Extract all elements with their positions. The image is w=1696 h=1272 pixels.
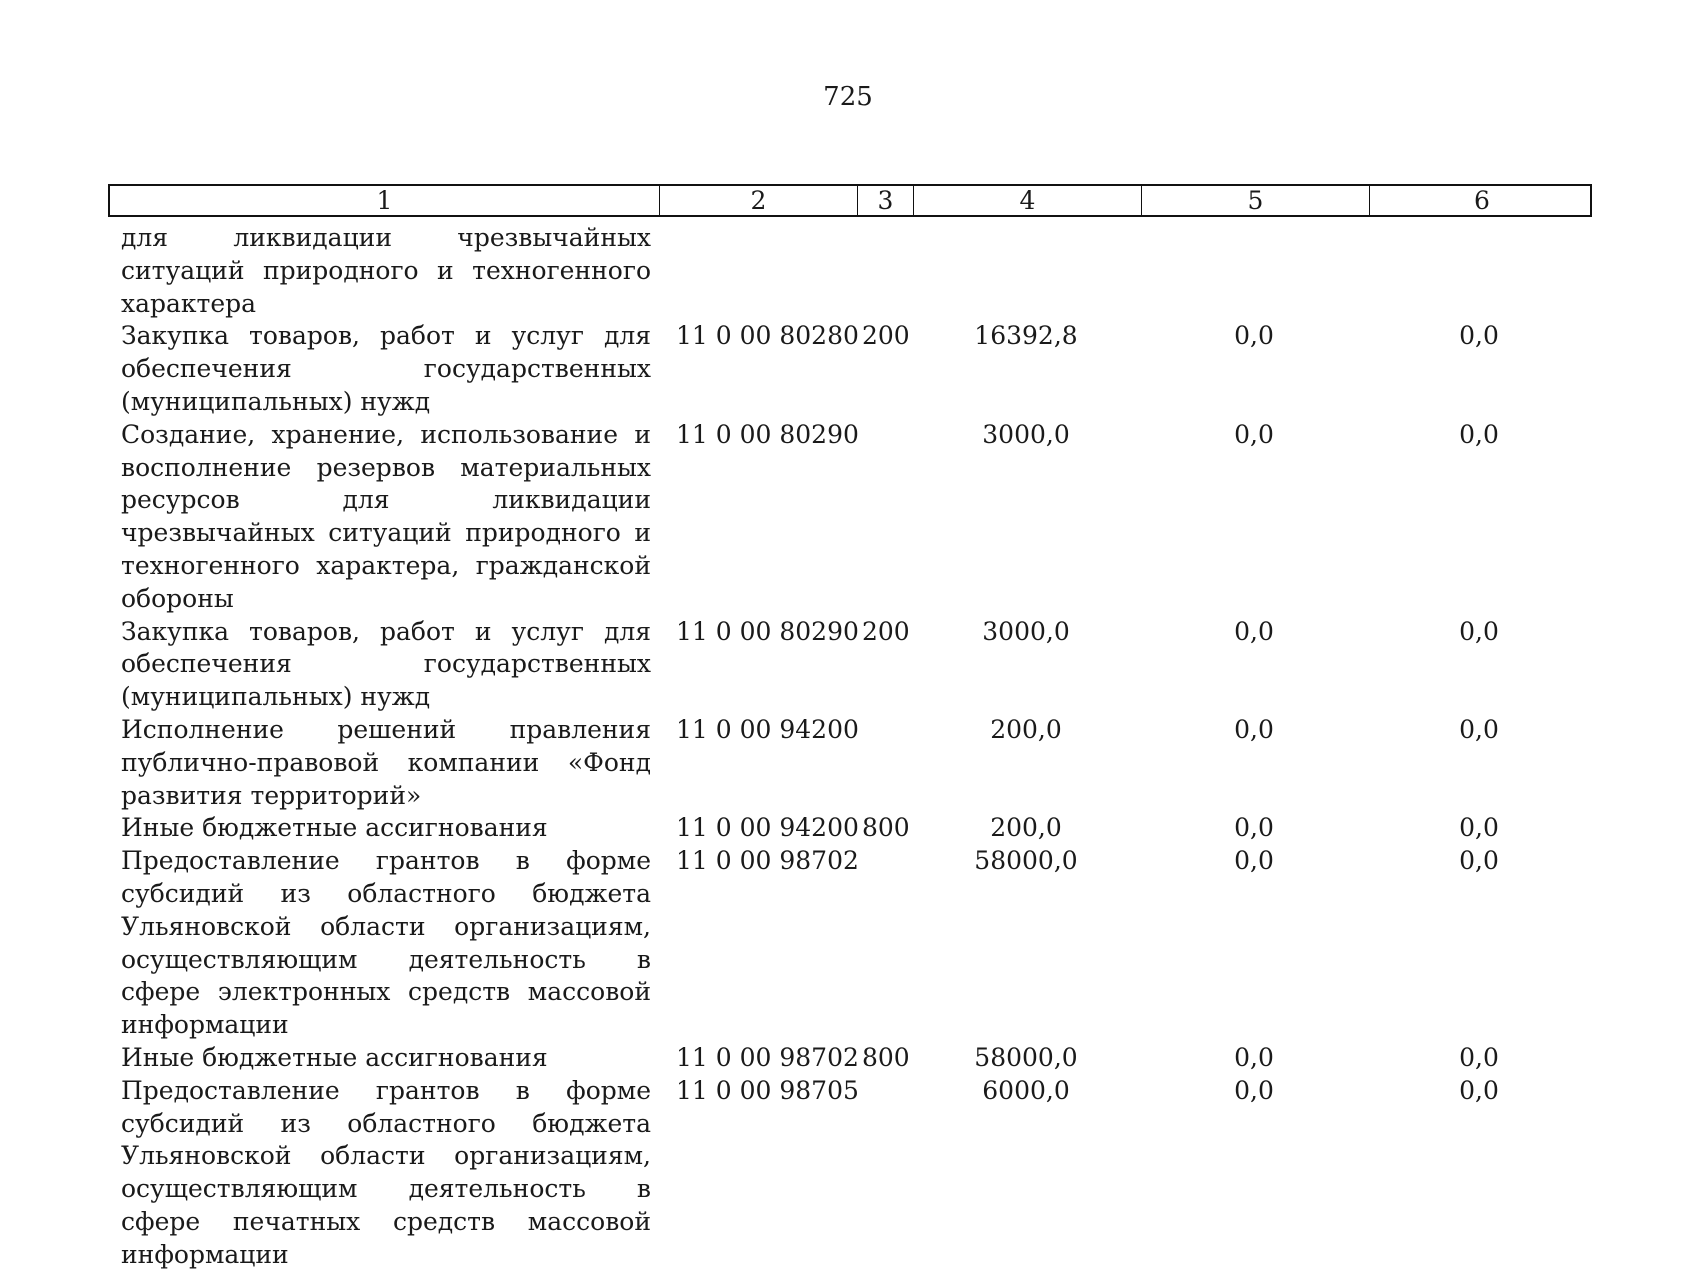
table-row [0, 812, 1696, 845]
row-value-4: 200,0 [990, 813, 1062, 843]
row-value-5: 0,0 [1234, 616, 1274, 646]
row-type: 800 [862, 1042, 910, 1072]
row-code: 11 0 00 98705 [676, 1075, 859, 1105]
header-col-3: 3 [858, 186, 914, 215]
table-row [0, 845, 1696, 1042]
row-type: 200 [862, 321, 910, 351]
table-header [108, 184, 1592, 217]
table-row [0, 714, 1696, 812]
row-value-4: 3000,0 [982, 616, 1070, 646]
row-value-4: 58000,0 [974, 1042, 1078, 1072]
row-value-6: 0,0 [1459, 714, 1499, 744]
table-row [0, 222, 1696, 320]
row-value-6: 0,0 [1459, 419, 1499, 449]
row-name: Создание, хранение, использование и восполнение резервов материальных ресурсов для ликвидации чрезвычайных ситуаций природного и техногенного характера, гражданской обороны [121, 419, 651, 613]
row-code: 11 0 00 98702 [676, 846, 859, 876]
row-type: 200 [862, 616, 910, 646]
row-value-4: 6000,0 [982, 1075, 1070, 1105]
row-value-5: 0,0 [1234, 813, 1274, 843]
row-name: Предоставление грантов в форме субсидий из областного бюджета Ульяновской области организациям, осуществляющим деятельность в сфере электронных средств массовой информации [121, 846, 651, 1040]
header-col-1: 1 [110, 186, 660, 215]
row-value-5: 0,0 [1234, 1042, 1274, 1072]
row-name: Предоставление грантов в форме субсидий из областного бюджета Ульяновской области организациям, осуществляющим деятельность в сфере печатных средств массовой информации [121, 1075, 651, 1269]
row-name: Иные бюджетные ассигнования [121, 813, 548, 843]
row-value-4: 200,0 [990, 714, 1062, 744]
row-name: Исполнение решений правления публично-правовой компании «Фонд развития территорий» [121, 714, 651, 810]
row-value-5: 0,0 [1234, 846, 1274, 876]
header-col-2: 2 [660, 186, 858, 215]
row-value-4: 3000,0 [982, 419, 1070, 449]
header-col-5: 5 [1142, 186, 1370, 215]
header-col-4: 4 [914, 186, 1142, 215]
row-code: 11 0 00 98702 [676, 1042, 859, 1072]
table-row [0, 1042, 1696, 1075]
row-value-6: 0,0 [1459, 813, 1499, 843]
row-value-6: 0,0 [1459, 1075, 1499, 1105]
table-row [0, 1075, 1696, 1272]
row-value-5: 0,0 [1234, 1075, 1274, 1105]
row-value-5: 0,0 [1234, 321, 1274, 351]
row-name: для ликвидации чрезвычайных ситуаций природного и техногенного характера [121, 223, 651, 318]
row-code: 11 0 00 94200 [676, 813, 859, 843]
row-name: Закупка товаров, работ и услуг для обеспечения государственных (муниципальных) нужд [121, 321, 651, 416]
page-number: 725 [823, 82, 873, 112]
table-row [0, 320, 1696, 418]
row-type: 800 [862, 813, 910, 843]
row-code: 11 0 00 80280 [676, 321, 859, 351]
table-row [0, 616, 1696, 714]
row-code: 11 0 00 94200 [676, 714, 859, 744]
row-name: Закупка товаров, работ и услуг для обеспечения государственных (муниципальных) нужд [121, 616, 651, 712]
row-name: Иные бюджетные ассигнования [121, 1042, 548, 1072]
row-code: 11 0 00 80290 [676, 616, 859, 646]
row-value-6: 0,0 [1459, 1042, 1499, 1072]
header-col-6: 6 [1474, 186, 1490, 215]
row-value-6: 0,0 [1459, 846, 1499, 876]
row-value-5: 0,0 [1234, 714, 1274, 744]
row-code: 11 0 00 80290 [676, 419, 859, 449]
table-row [0, 419, 1696, 616]
table-body [0, 222, 1696, 1272]
row-value-6: 0,0 [1459, 321, 1499, 351]
row-value-4: 58000,0 [974, 846, 1078, 876]
row-value-5: 0,0 [1234, 419, 1274, 449]
row-value-4: 16392,8 [974, 321, 1078, 351]
row-value-6: 0,0 [1459, 616, 1499, 646]
